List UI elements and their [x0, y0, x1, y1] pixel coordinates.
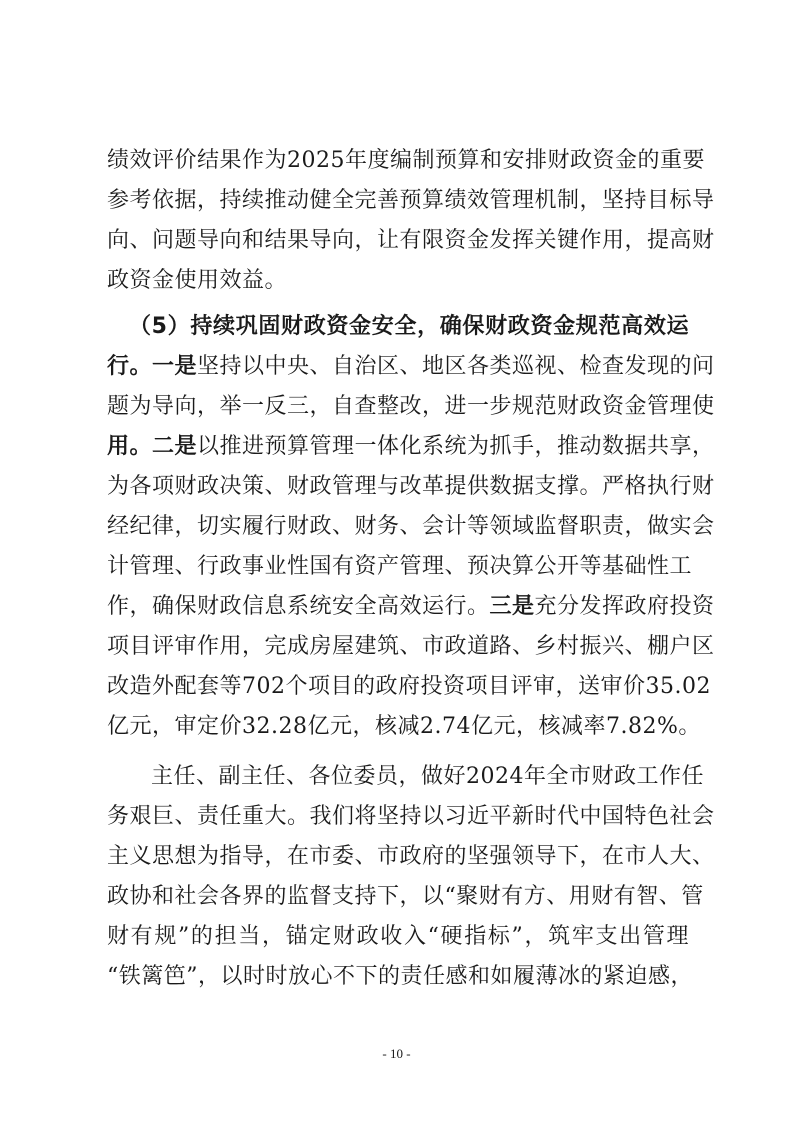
line-rest: 以推进预算管理一体化系统为抓手，推动数据共享，	[197, 434, 715, 459]
page-number: - 10 -	[382, 1046, 411, 1061]
text-line: 经纪律，切实履行财政、财务、会计等领域监督职责，做实会	[107, 514, 715, 539]
text-line: 主义思想为指导，在市委、市政府的坚强领导下，在市人大、	[107, 844, 715, 869]
text-line: 为各项财政决策、财政管理与改革提供数据支撑。严格执行财	[107, 474, 715, 499]
text-line: 改造外配套等702个项目的政府投资项目评审，送审价35.02	[107, 674, 711, 699]
text-line: 参考依据，持续推动健全完善预算绩效管理机制，坚持目标导	[107, 188, 715, 213]
text-line: 务艰巨、责任重大。我们将坚持以习近平新时代中国特色社会	[107, 804, 715, 829]
text-line: 亿元，审定价32.28亿元，核减2.74亿元，核减率7.82%。	[107, 714, 701, 739]
section-heading	[129, 307, 689, 347]
line-rest: 充分发挥政府投资	[534, 594, 715, 619]
text-line: “铁篱笆”，以时时放心不下的责任感和如履薄冰的紧迫感，	[107, 964, 693, 989]
bold-lead: 用。二是	[107, 434, 198, 459]
text-line: 主任、副主任、各位委员，做好2024年全市财政工作任	[151, 764, 704, 789]
line-start: 作，确保财政信息系统安全高效运行。	[107, 594, 490, 619]
text-line: 政协和社会各界的监督支持下，以“聚财有方、用财有智、管	[107, 884, 704, 909]
text-line: 项目评审作用，完成房屋建筑、市政道路、乡村振兴、棚户区	[107, 634, 715, 659]
text-line	[107, 427, 715, 467]
section-heading-text: （5）持续巩固财政资金安全，确保财政资金规范高效运	[129, 314, 689, 339]
text-line: 向、问题导向和结果导向，让有限资金发挥关键作用，提高财	[107, 228, 715, 253]
text-line: 绩效评价结果作为2025年度编制预算和安排财政资金的重要	[107, 148, 705, 173]
line-rest: 坚持以中央、自治区、地区各类巡视、检查发现的问	[197, 354, 715, 379]
text-line	[107, 587, 715, 627]
text-line	[107, 347, 715, 387]
text-line: 计管理、行政事业性国有资产管理、预决算公开等基础性工	[107, 554, 693, 579]
text-line: 政资金使用效益。	[107, 268, 288, 293]
text-line: 财有规”的担当，锚定财政收入“硬指标”，筑牢支出管理	[107, 924, 689, 949]
text-line: 题为导向，举一反三，自查整改，进一步规范财政资金管理使	[107, 394, 715, 419]
bold-lead: 行。一是	[107, 354, 198, 379]
bold-lead: 三是	[489, 594, 535, 619]
